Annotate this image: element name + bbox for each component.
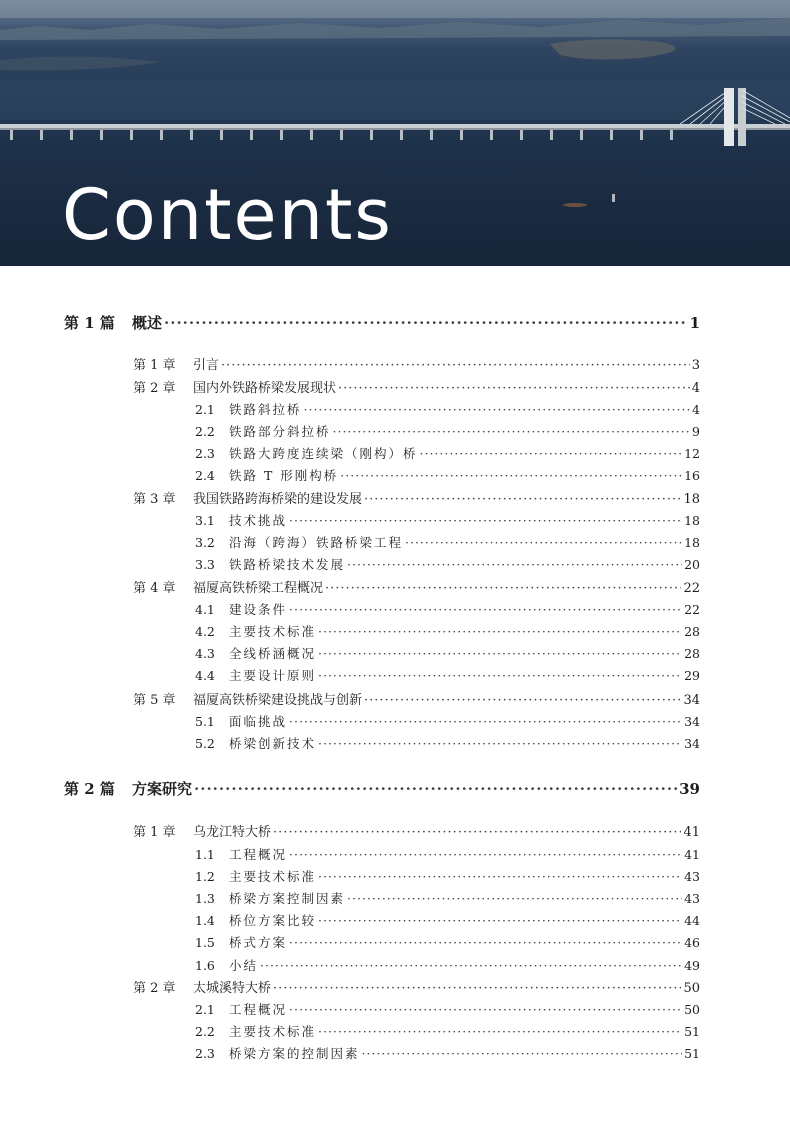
dot-leader bbox=[273, 825, 681, 840]
toc-section-entry[interactable] bbox=[195, 644, 700, 662]
dot-leader bbox=[333, 424, 691, 439]
toc-entry-page-number: 18 bbox=[684, 535, 700, 550]
toc-entry-page-number: 34 bbox=[684, 714, 700, 729]
toc-chapter-entry[interactable] bbox=[133, 488, 700, 507]
toc-section-entry[interactable] bbox=[195, 444, 700, 462]
toc-entry-page-number: 9 bbox=[692, 424, 700, 439]
dot-leader bbox=[364, 693, 681, 708]
toc-entry-page-number: 50 bbox=[684, 1002, 700, 1017]
toc-entry-number: 5.1 bbox=[195, 714, 215, 729]
dot-leader bbox=[325, 581, 681, 596]
toc-entry-number: 4.4 bbox=[195, 668, 215, 683]
toc-entry-title: 铁路大跨度连续梁（刚构）桥 bbox=[229, 446, 418, 461]
toc-entry-title: 乌龙江特大桥 bbox=[193, 825, 272, 840]
toc-section-entry[interactable] bbox=[195, 533, 700, 551]
toc-section-entry[interactable] bbox=[195, 712, 700, 730]
toc-entry-number: 1.4 bbox=[195, 913, 215, 928]
dot-leader bbox=[405, 535, 682, 550]
toc-entry-title: 铁路 T 形刚构桥 bbox=[229, 468, 339, 483]
toc-entry-number: 2.2 bbox=[195, 424, 215, 439]
dot-leader bbox=[318, 646, 682, 661]
toc-section-entry[interactable] bbox=[195, 1022, 700, 1040]
toc-entry-page-number: 50 bbox=[683, 981, 700, 996]
toc-entry-number: 3.2 bbox=[195, 535, 215, 550]
dot-leader bbox=[260, 958, 682, 973]
toc-entry-title: 太城溪特大桥 bbox=[193, 981, 272, 996]
toc-entry-title: 铁路桥梁技术发展 bbox=[229, 557, 346, 572]
toc-entry-title: 主要技术标准 bbox=[229, 624, 317, 639]
dot-leader bbox=[164, 314, 688, 332]
toc-chapter-entry[interactable] bbox=[133, 577, 700, 596]
dot-leader bbox=[318, 736, 682, 751]
toc-entry-title: 引言 bbox=[193, 358, 220, 373]
toc-entry-title: 福厦高铁桥梁建设挑战与创新 bbox=[193, 693, 363, 708]
toc-entry-number: 第 1 章 bbox=[133, 825, 176, 840]
dot-leader bbox=[289, 847, 682, 862]
toc-part-entry[interactable] bbox=[64, 778, 700, 799]
toc-section-entry[interactable] bbox=[195, 933, 700, 951]
toc-entry-number: 2.4 bbox=[195, 468, 215, 483]
dot-leader bbox=[289, 513, 682, 528]
toc-entry-page-number: 22 bbox=[683, 581, 700, 596]
toc-entry-number: 3.1 bbox=[195, 513, 215, 528]
toc-entry-number: 第 5 章 bbox=[133, 693, 176, 708]
dot-leader bbox=[318, 1024, 682, 1039]
toc-entry-page-number: 22 bbox=[684, 602, 700, 617]
toc-entry-title: 工程概况 bbox=[229, 847, 288, 862]
toc-entry-title: 桥位方案比较 bbox=[229, 913, 317, 928]
dot-leader bbox=[194, 780, 677, 798]
toc-entry-number: 4.1 bbox=[195, 602, 215, 617]
dot-leader bbox=[289, 602, 682, 617]
toc-section-entry[interactable] bbox=[195, 911, 700, 929]
dot-leader bbox=[289, 935, 682, 950]
dot-leader bbox=[318, 624, 682, 639]
toc-section-entry[interactable] bbox=[195, 734, 700, 752]
toc-entry-page-number: 34 bbox=[684, 736, 700, 751]
toc-entry-title: 桥梁创新技术 bbox=[229, 736, 317, 751]
toc-entry-title: 铁路部分斜拉桥 bbox=[229, 424, 331, 439]
toc-entry-number: 4.2 bbox=[195, 624, 215, 639]
toc-section-entry[interactable] bbox=[195, 867, 700, 885]
toc-entry-page-number: 29 bbox=[684, 668, 700, 683]
toc-entry-title: 概述 bbox=[132, 314, 163, 332]
toc-entry-page-number: 41 bbox=[684, 847, 700, 862]
toc-entry-title: 技术挑战 bbox=[229, 513, 288, 528]
toc-entry-title: 国内外铁路桥梁发展现状 bbox=[193, 381, 337, 396]
toc-entry-page-number: 4 bbox=[692, 402, 700, 417]
toc-entry-page-number: 28 bbox=[684, 646, 700, 661]
toc-entry-title: 我国铁路跨海桥梁的建设发展 bbox=[193, 492, 363, 507]
toc-entry-number: 2.3 bbox=[195, 1046, 215, 1061]
toc-entry-number: 1.5 bbox=[195, 935, 215, 950]
toc-section-entry[interactable] bbox=[195, 666, 700, 684]
toc-entry-title: 桥梁方案控制因素 bbox=[229, 891, 346, 906]
toc-section-entry[interactable] bbox=[195, 889, 700, 907]
toc-part-entry[interactable] bbox=[64, 312, 700, 333]
dot-leader bbox=[289, 1002, 682, 1017]
toc-entry-page-number: 28 bbox=[684, 624, 700, 639]
toc-chapter-entry[interactable] bbox=[133, 377, 700, 396]
dot-leader bbox=[273, 981, 681, 996]
toc-entry-page-number: 41 bbox=[683, 825, 700, 840]
toc-entry-page-number: 51 bbox=[684, 1024, 700, 1039]
toc-entry-page-number: 34 bbox=[683, 693, 700, 708]
toc-entry-title: 桥式方案 bbox=[229, 935, 288, 950]
toc-entry-number: 5.2 bbox=[195, 736, 215, 751]
toc-entry-title: 桥梁方案的控制因素 bbox=[229, 1046, 360, 1061]
toc-entry-page-number: 43 bbox=[684, 891, 700, 906]
toc-entry-title: 方案研究 bbox=[132, 780, 193, 798]
toc-entry-title: 建设条件 bbox=[229, 602, 288, 617]
dot-leader bbox=[420, 446, 683, 461]
toc-entry-page-number: 51 bbox=[684, 1046, 700, 1061]
toc-section-entry[interactable] bbox=[195, 845, 700, 863]
toc-entry-number: 第 2 章 bbox=[133, 381, 176, 396]
toc-entry-page-number: 16 bbox=[684, 468, 700, 483]
toc-section-entry[interactable] bbox=[195, 622, 700, 640]
toc-entry-number: 2.2 bbox=[195, 1024, 215, 1039]
toc-entry-title: 面临挑战 bbox=[229, 714, 288, 729]
toc-entry-page-number: 4 bbox=[691, 381, 700, 396]
toc-entry-title: 工程概况 bbox=[229, 1002, 288, 1017]
toc-entry-page-number: 3 bbox=[691, 358, 700, 373]
toc-entry-page-number: 18 bbox=[683, 492, 700, 507]
toc-entry-number: 3.3 bbox=[195, 557, 215, 572]
toc-section-entry[interactable] bbox=[195, 956, 700, 974]
toc-entry-title: 主要设计原则 bbox=[229, 668, 317, 683]
dot-leader bbox=[347, 557, 682, 572]
dot-leader bbox=[347, 891, 682, 906]
toc-section-entry[interactable] bbox=[195, 600, 700, 618]
toc-entry-number: 4.3 bbox=[195, 646, 215, 661]
toc-entry-number: 1.1 bbox=[195, 847, 215, 862]
toc-entry-title: 沿海（跨海）铁路桥梁工程 bbox=[229, 535, 404, 550]
dot-leader bbox=[338, 381, 690, 396]
toc-entry-page-number: 18 bbox=[684, 513, 700, 528]
toc-entry-title: 铁路斜拉桥 bbox=[229, 402, 302, 417]
toc-entry-number: 第 1 章 bbox=[133, 358, 176, 373]
dot-leader bbox=[362, 1046, 683, 1061]
toc-section-entry[interactable] bbox=[195, 422, 700, 440]
toc-entry-page-number: 43 bbox=[684, 869, 700, 884]
toc-chapter-entry[interactable] bbox=[133, 689, 700, 708]
dot-leader bbox=[304, 402, 691, 417]
toc-section-entry[interactable] bbox=[195, 511, 700, 529]
dot-leader bbox=[289, 714, 682, 729]
toc-entry-title: 小结 bbox=[229, 958, 259, 973]
toc-chapter-entry[interactable] bbox=[133, 354, 700, 373]
toc-entry-title: 全线桥涵概况 bbox=[229, 646, 317, 661]
toc-section-entry[interactable] bbox=[195, 1044, 700, 1062]
dot-leader bbox=[318, 869, 682, 884]
toc-entry-number: 2.1 bbox=[195, 1002, 215, 1017]
toc-entry-title: 主要技术标准 bbox=[229, 1024, 317, 1039]
toc-entry-title: 主要技术标准 bbox=[229, 869, 317, 884]
dot-leader bbox=[364, 492, 681, 507]
dot-leader bbox=[318, 913, 682, 928]
toc-entry-number: 第 2 章 bbox=[133, 981, 176, 996]
toc-section-entry[interactable] bbox=[195, 466, 700, 484]
toc-entry-number: 2.1 bbox=[195, 402, 215, 417]
toc-section-entry[interactable] bbox=[195, 1000, 700, 1018]
dot-leader bbox=[340, 468, 682, 483]
toc-entry-number: 1.2 bbox=[195, 869, 215, 884]
toc-entry-page-number: 49 bbox=[684, 958, 700, 973]
dot-leader bbox=[221, 358, 690, 373]
dot-leader bbox=[318, 668, 682, 683]
contents-heading: Contents bbox=[62, 174, 393, 256]
toc-section-entry[interactable] bbox=[195, 400, 700, 418]
toc-entry-number: 第 1 篇 bbox=[64, 314, 115, 332]
toc-entry-number: 第 3 章 bbox=[133, 492, 176, 507]
toc-entry-number: 1.6 bbox=[195, 958, 215, 973]
toc-entry-number: 1.3 bbox=[195, 891, 215, 906]
toc-entry-number: 第 2 篇 bbox=[64, 780, 115, 798]
toc-entry-page-number: 12 bbox=[684, 446, 700, 461]
toc-chapter-entry[interactable] bbox=[133, 977, 700, 996]
toc-section-entry[interactable] bbox=[195, 555, 700, 573]
toc-entry-title: 福厦高铁桥梁工程概况 bbox=[193, 581, 324, 596]
toc-entry-page-number: 1 bbox=[689, 314, 700, 332]
toc-entry-number: 2.3 bbox=[195, 446, 215, 461]
toc-entry-number: 第 4 章 bbox=[133, 581, 176, 596]
toc-entry-page-number: 39 bbox=[679, 780, 700, 798]
toc-entry-page-number: 46 bbox=[684, 935, 700, 950]
toc-entry-page-number: 44 bbox=[684, 913, 700, 928]
toc-chapter-entry[interactable] bbox=[133, 821, 700, 840]
toc-entry-page-number: 20 bbox=[684, 557, 700, 572]
